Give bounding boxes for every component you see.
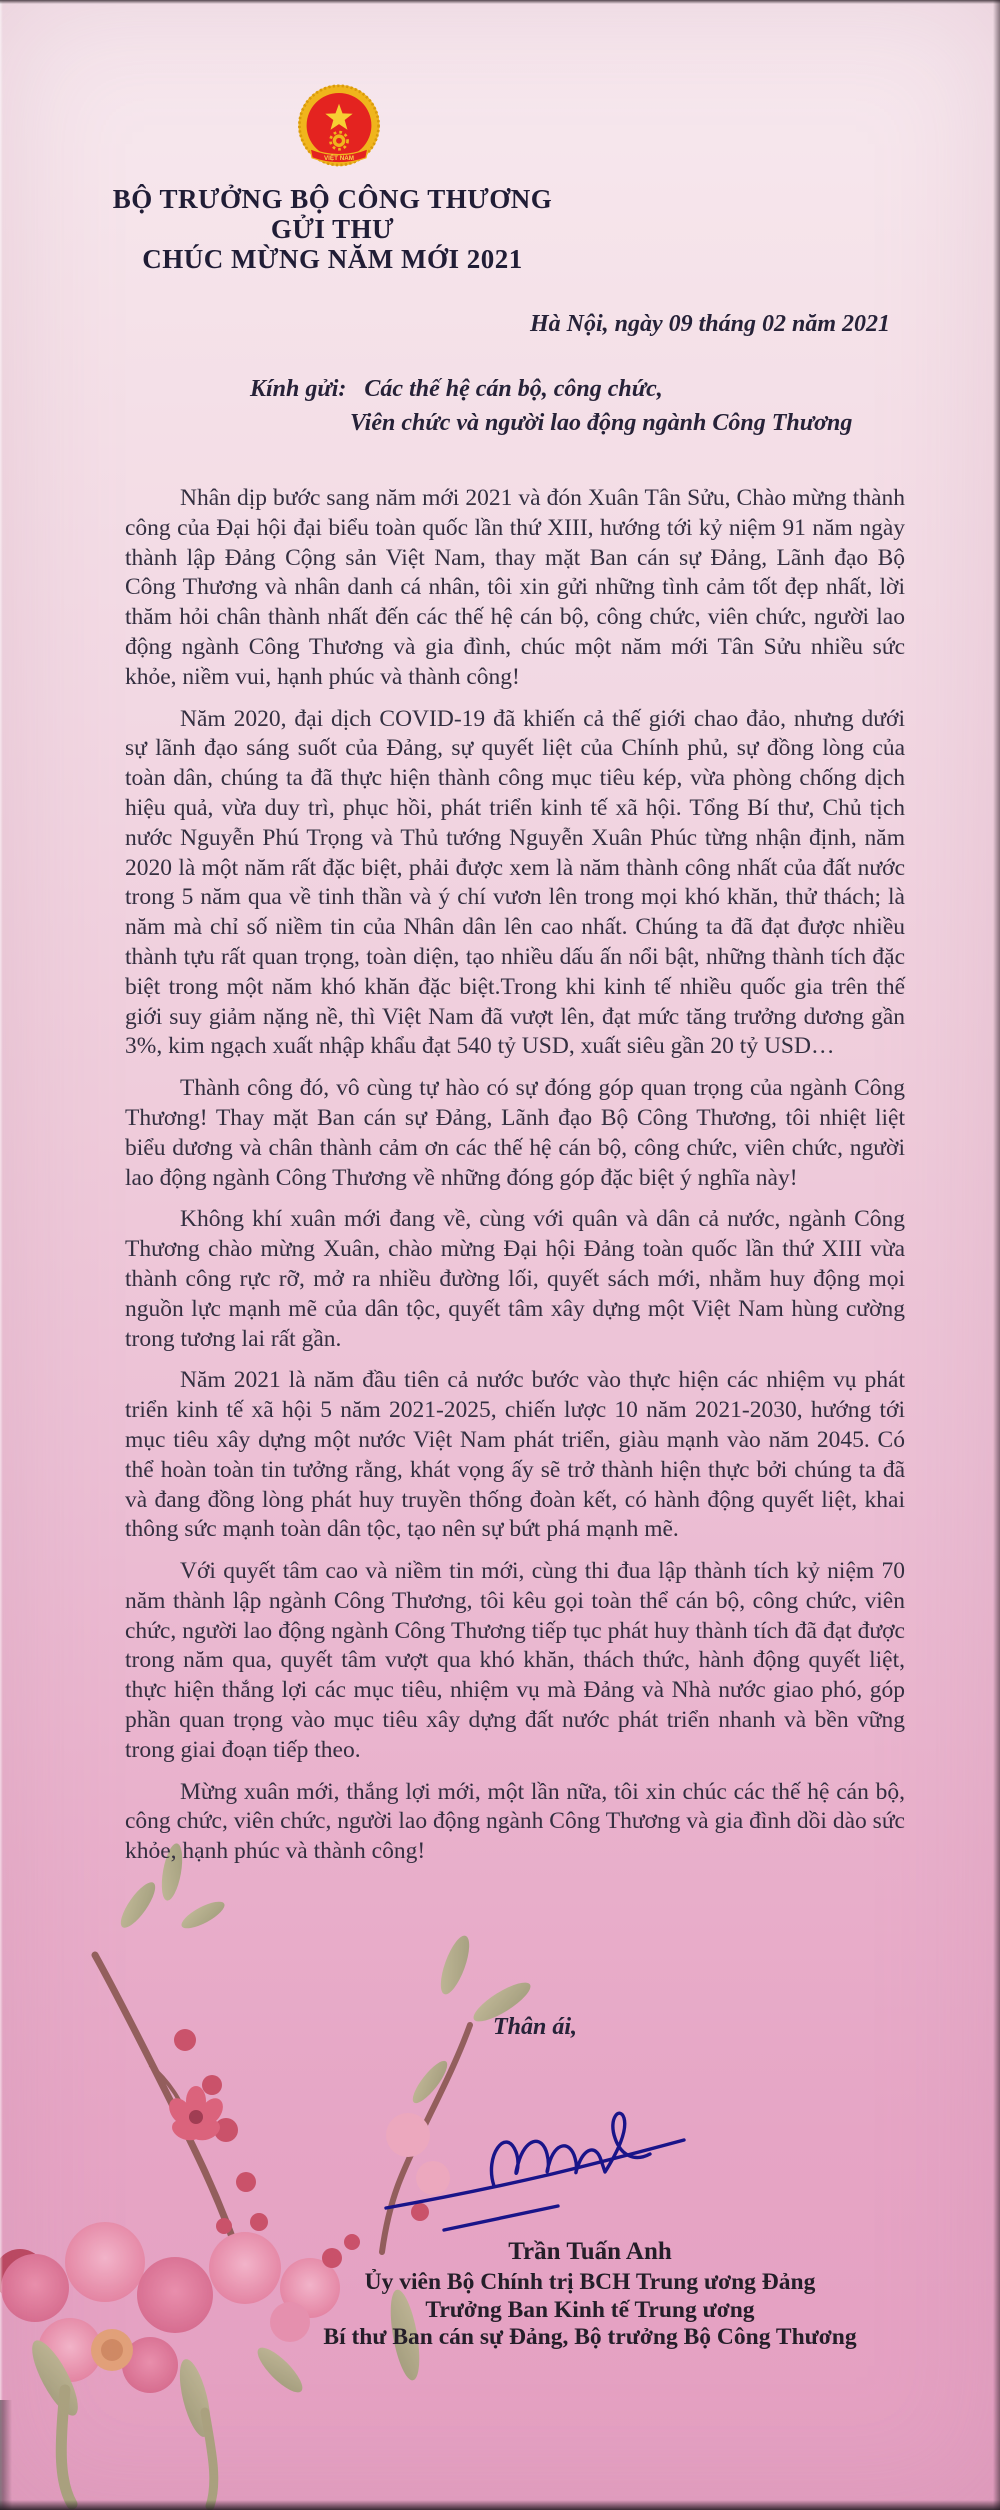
signer-title-2: Trưởng Ban Kinh tế Trung ương	[425, 2296, 755, 2323]
closing-phrase: Thân ái,	[492, 2014, 578, 2040]
paragraph: Không khí xuân mới đang về, cùng với quân và dân cả nước, ngành Công Thương chào mừng Xuân, chào mừng Đại hội Đảng toàn quốc lần thứ XIII vừa thành công rực rỡ, mở ra nhiều đường lối, quyết sách mới, nhằm huy động mọi nguồn lực mạnh mẽ của dân tộc, quyết tâm xây dựng một Việt Nam hùng cường trong tương lai rất gần.	[125, 1206, 905, 1352]
emblem-banner-label: VIỆT NAM	[323, 155, 355, 163]
letterhead-line1: BỘ TRƯỞNG BỘ CÔNG THƯƠNG	[112, 184, 553, 214]
salutation-row1	[250, 374, 852, 405]
signature-icon	[372, 2082, 708, 2238]
letter-body	[125, 484, 905, 1879]
signer-title-3: Bí thư Ban cán sự Đảng, Bộ trưởng Bộ Công Thương	[323, 2324, 857, 2350]
salutation-line1: Các thế hệ cán bộ, công chức,	[364, 376, 663, 402]
paragraph: Năm 2020, đại dịch COVID-19 đã khiến cả thế giới chao đảo, nhưng dưới sự lãnh đạo sáng suốt của Đảng, sự quyết liệt của Chính phủ, sự đồng lòng của toàn dân, chúng ta đã thực hiện thành công mục tiêu kép, vừa phòng chống dịch hiệu quả, vừa duy trì, phục hồi, phát triển kinh tế xã hội. Tổng Bí thư, Chủ tịch nước Nguyễn Phú Trọng và Thủ tướng Nguyễn Xuân Phúc từng nhận định, năm 2020 là một năm rất đặc biệt, phải được xem là năm thành công nhất của đất nước trong 5 năm qua về tinh thần và ý chí vươn lên trong mọi khó khăn, thử thách; là năm mà chỉ số niềm tin của Nhân dân lên cao nhất. Chúng ta đã đạt được nhiều thành tựu rất quan trọng, toàn diện, tạo nhiều dấu ấn nổi bật, những thành tích đặc biệt trong một năm khó khăn đặc biệt.Trong khi kinh tế nhiều quốc gia trên thế giới suy giảm nặng nề, thì Việt Nam đã vượt lên, đạt mức tăng trưởng dương gần 3%, kim ngạch xuất nhập khẩu đạt 540 tỷ USD, xuất siêu gần 20 tỷ USD…	[125, 705, 905, 1060]
dateline: Hà Nội, ngày 09 tháng 02 năm 2021	[529, 311, 891, 337]
paragraph: Mừng xuân mới, thắng lợi mới, một lần nữa, tôi xin chúc các thế hệ cán bộ, công chức, viên chức, người lao động ngành Công Thương và gia đình dồi dào sức khỏe, hạnh phúc và thành công!	[125, 1778, 905, 1865]
scan-edge-top	[0, 0, 1000, 4]
paragraph: Năm 2021 là năm đầu tiên cả nước bước vào thực hiện các nhiệm vụ phát triển kinh tế xã hội 5 năm 2021-2025, chiến lược 10 năm 2021-2030, hướng tới mục tiêu xây dựng một nước Việt Nam phát triển, giàu mạnh vào năm 2045. Có thể hoàn toàn tin tưởng rằng, khát vọng ấy sẽ trở thành hiện thực bởi chúng ta đã và đang đồng lòng phát huy truyền thống đoàn kết, có hành động quyết liệt, khai thông sức mạnh toàn dân tộc, tạo nên sự bứt phá mạnh mẽ.	[125, 1367, 905, 1543]
paragraph: Nhân dịp bước sang năm mới 2021 và đón Xuân Tân Sửu, Chào mừng thành công của Đại hội đại biểu toàn quốc lần thứ XIII, hướng tới kỷ niệm 91 năm ngày thành lập Đảng Cộng sản Việt Nam, thay mặt Ban cán sự Đảng, Lãnh đạo Bộ Công Thương và nhân danh cá nhân, tôi xin gửi những tình cảm tốt đẹp nhất, lời thăm hỏi chân thành nhất đến các thế hệ cán bộ, công chức, viên chức, người lao động ngành Công Thương và gia đình, chúc một năm mới Tân Sửu nhiều sức khỏe, niềm vui, hạnh phúc và thành công!	[125, 485, 905, 690]
scan-edge-right	[993, 0, 1000, 2510]
scan-edge-left	[0, 0, 3, 2510]
signer-name: Trần Tuấn Anh	[508, 2238, 672, 2265]
scan-corner-bottom-left	[0, 2400, 12, 2510]
letterhead-line2: GỬI THƯ	[270, 214, 395, 244]
signer-block	[300, 2237, 880, 2352]
salutation-label: Kính gửi:	[250, 376, 347, 402]
paragraph: Thành công đó, vô cùng tự hào có sự đóng góp quan trọng của ngành Công Thương! Thay mặt Ban cán sự Đảng, Lãnh đạo Bộ Công Thương, tôi nhiệt liệt biểu dương và chân thành cảm ơn các thế hệ cán bộ, công chức, viên chức, người lao động ngành Công Thương về những đóng góp đặc biệt ý nghĩa này!	[125, 1075, 905, 1191]
salutation-line2: Viên chức và người lao động ngành Công Thương	[350, 410, 853, 436]
signer-title-1: Ủy viên Bộ Chính trị BCH Trung ương Đảng	[364, 2269, 816, 2295]
salutation	[250, 374, 852, 439]
paragraph: Với quyết tâm cao và niềm tin mới, cùng thi đua lập thành tích kỷ niệm 70 năm thành lập ngành Công Thương, tôi kêu gọi toàn thể cán bộ, công chức, viên chức, người lao động ngành Công Thương tiếp tục phát huy thành tích đã đạt được trong năm qua, quyết tâm vượt qua khó khăn, thách thức, hành động quyết liệt, thực hiện thắng lợi các mục tiêu, nhiệm vụ mà Đảng và Nhà nước giao phó, góp phần quan trọng vào mục tiêu xây dựng đất nước phát triển nhanh và bền vững trong giai đoạn tiếp theo.	[125, 1558, 905, 1763]
scan-edge-bottom	[0, 2500, 1000, 2510]
letterhead-line3: CHÚC MỪNG NĂM MỚI 2021	[142, 244, 523, 274]
vietnam-national-emblem-icon	[294, 84, 384, 174]
letterhead	[95, 184, 570, 274]
